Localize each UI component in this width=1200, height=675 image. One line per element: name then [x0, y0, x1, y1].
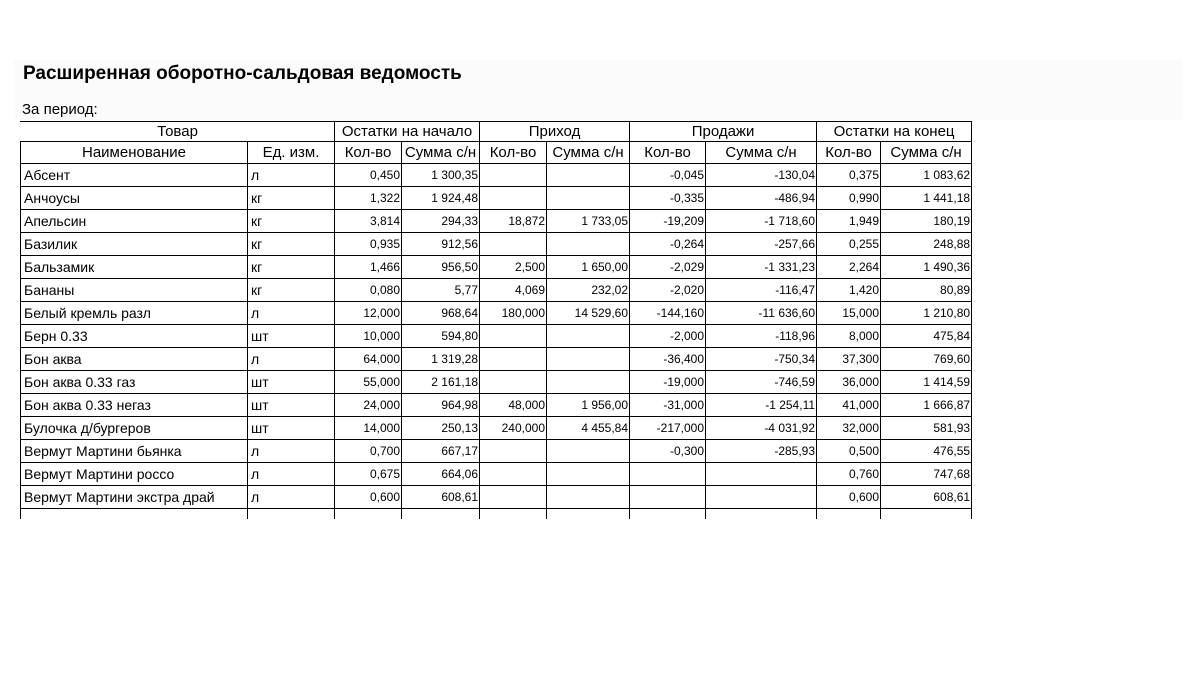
cell-income-sum — [547, 164, 630, 187]
cell-unit: л — [248, 164, 335, 187]
column-header-income-qty: Кол-во — [480, 142, 547, 164]
cell-closing-qty: 15,000 — [817, 302, 881, 325]
cell-closing-sum: 1 666,87 — [881, 394, 972, 417]
cell-closing-sum: 581,93 — [881, 417, 972, 440]
empty-cell — [706, 509, 817, 519]
column-header-sales-qty: Кол-во — [630, 142, 706, 164]
cell-sales-sum: -486,94 — [706, 187, 817, 210]
group-header-row — [21, 122, 972, 142]
cell-opening-qty: 55,000 — [335, 371, 402, 394]
cell-sales-qty: -19,000 — [630, 371, 706, 394]
cell-name: Апельсин — [21, 210, 248, 233]
cell-name: Бон аква 0.33 газ — [21, 371, 248, 394]
empty-cell — [630, 509, 706, 519]
cell-sales-qty: -19,209 — [630, 210, 706, 233]
cell-income-qty — [480, 463, 547, 486]
cell-closing-qty: 2,264 — [817, 256, 881, 279]
cell-opening-sum: 1 319,28 — [402, 348, 480, 371]
cell-income-sum — [547, 348, 630, 371]
cell-unit: кг — [248, 210, 335, 233]
cell-opening-qty: 14,000 — [335, 417, 402, 440]
empty-cell — [547, 509, 630, 519]
cell-income-sum: 4 455,84 — [547, 417, 630, 440]
cell-unit: л — [248, 486, 335, 509]
cell-opening-sum: 968,64 — [402, 302, 480, 325]
cell-sales-qty: -2,029 — [630, 256, 706, 279]
empty-cell — [335, 509, 402, 519]
sub-header-row — [21, 142, 972, 164]
cell-income-qty — [480, 325, 547, 348]
cell-sales-sum: -1 254,11 — [706, 394, 817, 417]
cell-name: Булочка д/бургеров — [21, 417, 248, 440]
turnover-balance-table — [20, 121, 972, 519]
cell-sales-qty — [630, 486, 706, 509]
cell-unit: шт — [248, 417, 335, 440]
cell-income-qty — [480, 233, 547, 256]
cell-income-qty — [480, 371, 547, 394]
group-header-opening: Остатки на начало — [335, 122, 480, 142]
cell-income-sum: 1 733,05 — [547, 210, 630, 233]
cell-closing-sum: 1 210,80 — [881, 302, 972, 325]
cell-closing-qty: 8,000 — [817, 325, 881, 348]
cell-unit: кг — [248, 233, 335, 256]
cell-name: Вермут Мартини бьянка — [21, 440, 248, 463]
period-label: За период: — [22, 101, 98, 118]
cell-sales-qty: -31,000 — [630, 394, 706, 417]
cell-sales-qty: -0,335 — [630, 187, 706, 210]
cell-opening-qty: 12,000 — [335, 302, 402, 325]
cell-sales-sum: -130,04 — [706, 164, 817, 187]
cell-income-sum: 14 529,60 — [547, 302, 630, 325]
cell-opening-sum: 912,56 — [402, 233, 480, 256]
cell-closing-sum: 476,55 — [881, 440, 972, 463]
cell-opening-qty: 1,466 — [335, 256, 402, 279]
cell-closing-sum: 475,84 — [881, 325, 972, 348]
empty-cell — [881, 509, 972, 519]
table-row — [21, 440, 972, 463]
cell-unit: шт — [248, 394, 335, 417]
cell-closing-sum: 80,89 — [881, 279, 972, 302]
cell-opening-qty: 1,322 — [335, 187, 402, 210]
cell-name: Вермут Мартини россо — [21, 463, 248, 486]
cell-income-sum — [547, 486, 630, 509]
cell-sales-sum: -746,59 — [706, 371, 817, 394]
cell-unit: шт — [248, 371, 335, 394]
cell-opening-qty: 0,935 — [335, 233, 402, 256]
cell-name: Абсент — [21, 164, 248, 187]
cell-income-sum: 232,02 — [547, 279, 630, 302]
table-row — [21, 187, 972, 210]
column-header-closing-qty: Кол-во — [817, 142, 881, 164]
cell-opening-qty: 0,700 — [335, 440, 402, 463]
cell-opening-qty: 0,675 — [335, 463, 402, 486]
cell-income-qty — [480, 486, 547, 509]
cell-closing-qty: 41,000 — [817, 394, 881, 417]
cell-sales-sum — [706, 463, 817, 486]
cell-opening-sum: 667,17 — [402, 440, 480, 463]
cell-sales-sum: -4 031,92 — [706, 417, 817, 440]
table-row — [21, 417, 972, 440]
cell-closing-qty: 36,000 — [817, 371, 881, 394]
cell-name: Анчоусы — [21, 187, 248, 210]
report-title: Расширенная оборотно-сальдовая ведомость — [23, 63, 462, 84]
table-row — [21, 371, 972, 394]
group-header-income: Приход — [480, 122, 630, 142]
group-header-closing: Остатки на конец — [817, 122, 972, 142]
cell-unit: кг — [248, 279, 335, 302]
cell-closing-sum: 1 441,18 — [881, 187, 972, 210]
cell-name: Бананы — [21, 279, 248, 302]
cell-sales-qty: -0,045 — [630, 164, 706, 187]
table-row — [21, 302, 972, 325]
column-header-unit: Ед. изм. — [248, 142, 335, 164]
table-row — [21, 164, 972, 187]
cell-income-qty — [480, 348, 547, 371]
column-header-income-sum: Сумма с/н — [547, 142, 630, 164]
cell-sales-sum: -257,66 — [706, 233, 817, 256]
cell-closing-qty: 0,600 — [817, 486, 881, 509]
cell-sales-qty: -144,160 — [630, 302, 706, 325]
cell-sales-qty — [630, 463, 706, 486]
cell-name: Бон аква 0.33 негаз — [21, 394, 248, 417]
cell-income-sum — [547, 325, 630, 348]
table-row — [21, 486, 972, 509]
cell-sales-qty: -217,000 — [630, 417, 706, 440]
cell-name: Белый кремль разл — [21, 302, 248, 325]
cell-opening-sum: 964,98 — [402, 394, 480, 417]
cell-income-qty: 240,000 — [480, 417, 547, 440]
cell-name: Вермут Мартини экстра драй — [21, 486, 248, 509]
cell-income-qty: 2,500 — [480, 256, 547, 279]
cell-opening-qty: 10,000 — [335, 325, 402, 348]
group-header-product: Товар — [21, 122, 335, 142]
cell-name: Берн 0.33 — [21, 325, 248, 348]
cell-unit: шт — [248, 325, 335, 348]
cell-sales-sum: -116,47 — [706, 279, 817, 302]
column-header-name: Наименование — [21, 142, 248, 164]
cell-closing-sum: 248,88 — [881, 233, 972, 256]
cell-sales-sum: -750,34 — [706, 348, 817, 371]
table-row — [21, 279, 972, 302]
cell-income-qty — [480, 440, 547, 463]
cell-name: Бон аква — [21, 348, 248, 371]
cell-unit: л — [248, 440, 335, 463]
cell-opening-qty: 64,000 — [335, 348, 402, 371]
empty-cell — [248, 509, 335, 519]
cell-unit: л — [248, 463, 335, 486]
cell-income-qty: 48,000 — [480, 394, 547, 417]
cell-income-qty: 180,000 — [480, 302, 547, 325]
cell-opening-sum: 608,61 — [402, 486, 480, 509]
table-body — [21, 164, 972, 519]
cell-closing-qty: 1,949 — [817, 210, 881, 233]
cell-opening-qty: 0,080 — [335, 279, 402, 302]
cell-closing-qty: 0,990 — [817, 187, 881, 210]
cell-sales-sum: -285,93 — [706, 440, 817, 463]
table-row — [21, 233, 972, 256]
cell-sales-qty: -0,264 — [630, 233, 706, 256]
cell-opening-sum: 956,50 — [402, 256, 480, 279]
cell-closing-qty: 37,300 — [817, 348, 881, 371]
empty-cell — [21, 509, 248, 519]
column-header-opening-sum: Сумма с/н — [402, 142, 480, 164]
empty-cell — [402, 509, 480, 519]
cell-opening-sum: 294,33 — [402, 210, 480, 233]
cell-opening-qty: 24,000 — [335, 394, 402, 417]
cell-income-qty: 18,872 — [480, 210, 547, 233]
cell-income-sum — [547, 440, 630, 463]
cell-income-qty — [480, 164, 547, 187]
cell-closing-sum: 747,68 — [881, 463, 972, 486]
cell-sales-sum — [706, 486, 817, 509]
cell-income-sum — [547, 463, 630, 486]
cell-opening-sum: 5,77 — [402, 279, 480, 302]
cell-sales-sum: -11 636,60 — [706, 302, 817, 325]
table-row — [21, 256, 972, 279]
cell-opening-sum: 594,80 — [402, 325, 480, 348]
empty-cell — [817, 509, 881, 519]
cell-sales-qty: -2,020 — [630, 279, 706, 302]
cell-opening-sum: 250,13 — [402, 417, 480, 440]
cell-unit: л — [248, 302, 335, 325]
cell-sales-qty: -0,300 — [630, 440, 706, 463]
cell-income-sum — [547, 371, 630, 394]
cell-closing-qty: 0,255 — [817, 233, 881, 256]
table-row — [21, 394, 972, 417]
cell-closing-sum: 1 083,62 — [881, 164, 972, 187]
cell-closing-sum: 1 490,36 — [881, 256, 972, 279]
cell-sales-sum: -1 718,60 — [706, 210, 817, 233]
cell-sales-qty: -2,000 — [630, 325, 706, 348]
column-header-opening-qty: Кол-во — [335, 142, 402, 164]
cell-closing-qty: 0,375 — [817, 164, 881, 187]
cell-unit: л — [248, 348, 335, 371]
table-row — [21, 348, 972, 371]
cell-opening-sum: 2 161,18 — [402, 371, 480, 394]
cell-opening-sum: 1 300,35 — [402, 164, 480, 187]
cell-name: Базилик — [21, 233, 248, 256]
group-header-sales: Продажи — [630, 122, 817, 142]
column-header-sales-sum: Сумма с/н — [706, 142, 817, 164]
cell-opening-sum: 1 924,48 — [402, 187, 480, 210]
table-row — [21, 210, 972, 233]
cell-closing-sum: 608,61 — [881, 486, 972, 509]
cell-sales-sum: -1 331,23 — [706, 256, 817, 279]
table-row — [21, 463, 972, 486]
cell-opening-qty: 0,450 — [335, 164, 402, 187]
cell-closing-qty: 32,000 — [817, 417, 881, 440]
cell-income-qty — [480, 187, 547, 210]
cell-sales-sum: -118,96 — [706, 325, 817, 348]
cell-name: Бальзамик — [21, 256, 248, 279]
cell-closing-qty: 0,500 — [817, 440, 881, 463]
cell-income-sum — [547, 233, 630, 256]
cell-income-sum: 1 650,00 — [547, 256, 630, 279]
cell-opening-qty: 0,600 — [335, 486, 402, 509]
cell-closing-sum: 180,19 — [881, 210, 972, 233]
column-header-closing-sum: Сумма с/н — [881, 142, 972, 164]
cell-income-sum: 1 956,00 — [547, 394, 630, 417]
cell-closing-sum: 769,60 — [881, 348, 972, 371]
table-row-cutoff — [21, 509, 972, 519]
cell-unit: кг — [248, 187, 335, 210]
cell-opening-sum: 664,06 — [402, 463, 480, 486]
cell-closing-qty: 0,760 — [817, 463, 881, 486]
cell-income-sum — [547, 187, 630, 210]
empty-cell — [480, 509, 547, 519]
cell-sales-qty: -36,400 — [630, 348, 706, 371]
cell-unit: кг — [248, 256, 335, 279]
cell-income-qty: 4,069 — [480, 279, 547, 302]
cell-closing-qty: 1,420 — [817, 279, 881, 302]
cell-opening-qty: 3,814 — [335, 210, 402, 233]
table-row — [21, 325, 972, 348]
cell-closing-sum: 1 414,59 — [881, 371, 972, 394]
